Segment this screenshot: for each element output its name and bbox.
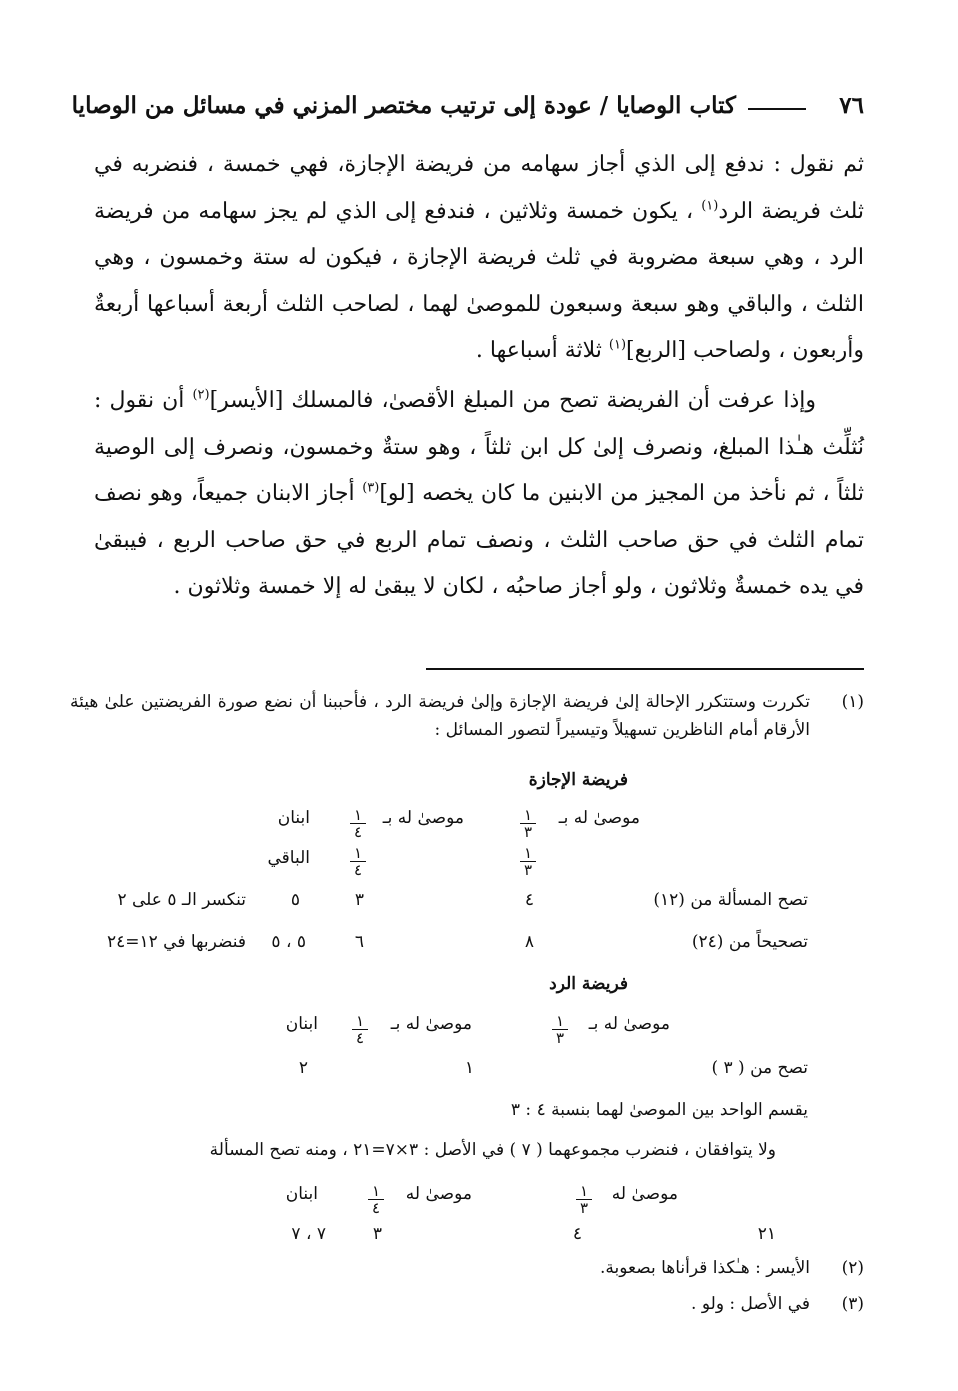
- ijaza-row1-cell: ٥: [290, 890, 300, 910]
- running-header: [71, 92, 864, 128]
- ijaza-sons-label: ابنان: [277, 808, 310, 828]
- radd-bequest-quarter-label: موصىٰ له بـ: [390, 1014, 472, 1034]
- ijaza-bequest-quarter-label: موصىٰ له بـ: [382, 808, 464, 828]
- fraction-one-third: ١ ٣: [572, 1184, 596, 1215]
- radd-title: فريضة الرد: [549, 974, 628, 994]
- fraction-one-quarter: ١ ٤: [346, 808, 370, 839]
- footnote-1-text: تكررت وستتكرر الإحالة إلىٰ فريضة الإجازة وإلىٰ فريضة الرد ، فأحببنا أن نضع صورة الفريضتين علىٰ هيئة الأرقام أمام الناظرين تسهيلاً وتيسيراً لتصور المسائل :: [70, 692, 810, 740]
- final-row-cell: ٤: [572, 1224, 582, 1244]
- final-bequest-third-label: موصىٰ له: [611, 1184, 678, 1204]
- header-title: كتاب الوصايا / عودة إلى ترتيب مختصر المزني في مسائل من الوصايا: [71, 92, 736, 119]
- ijaza-row2-label: تصحيحاً من (٢٤): [691, 932, 808, 952]
- final-row-cell: ٣: [372, 1224, 382, 1244]
- footnote-ref-3[interactable]: (٣): [362, 480, 380, 496]
- radd-sons-label: ابنان: [285, 1014, 318, 1034]
- ijaza-row1-note: تنكسر الـ ٥ على ٢: [117, 890, 246, 910]
- division-note: يقسم الواحد بين الموصىٰ لهما بنسبة ٤ : ٣: [510, 1100, 808, 1120]
- paragraph-1: [94, 142, 864, 375]
- p1-text-c: ثلاثة أسباعها .: [475, 338, 609, 363]
- fraction-one-third: ١ ٣: [548, 1014, 572, 1045]
- ijaza-row2-cell: ٦: [354, 932, 364, 952]
- ijaza-remainder-label: الباقي: [267, 848, 310, 868]
- footnote-ref-1[interactable]: (١): [701, 198, 719, 214]
- page-number: ٧٦: [839, 92, 864, 119]
- footnote-2-number: (٢): [841, 1258, 864, 1278]
- ijaza-row1-cell: ٤: [524, 890, 534, 910]
- final-bequest-quarter-label: موصىٰ له: [405, 1184, 472, 1204]
- fraction-one-third: ١ ٣: [516, 846, 540, 877]
- ijaza-row1-cell: ٣: [354, 890, 364, 910]
- footnote-2-text: الأيسر : هـٰكذا قرأناها بصعوبة.: [599, 1258, 810, 1278]
- p2-text-c: أجاز الابنان جميعاً، وهو نصف تمام الثلث في حق صاحب الثلث ، ونصف تمام الربع في حق صاحب الربع ، فيبقىٰ في يده خمسةٌ وثلاثون ، ولو أجاز صاحبُه ، لكان لا يبقىٰ له إلا خمسة وثلاثون .: [94, 481, 864, 599]
- final-sons-label: ابنان: [285, 1184, 318, 1204]
- p1-text-b: ، يكون خمسة وثلاثين ، فندفع إلى الذي لم يجز سهامه من فريضة الرد ، وهي سبعة مضروبة في ثلث فريضة الإجازة ، فيكون له ستة وخمسون ، وهي الثلث ، والباقي وهو سبعة وسبعون للموصىٰ لهما ، لصاحب الثلث أربعة أسباعها أربعةٌ وأربعون ، ولصاحب [الربع]: [94, 198, 864, 363]
- radd-row-cell: ١: [464, 1058, 474, 1078]
- footnote-ref-1b[interactable]: (١): [608, 337, 627, 353]
- ijaza-row1-label: تصح المسألة من (١٢): [653, 890, 808, 910]
- ijaza-bequest-third-label: موصىٰ له بـ: [558, 808, 640, 828]
- p1-text-a: ثم نقول : ندفع إلى الذي أجاز سهامه من فريضة الإجازة، فهي خمسة ، فنضربه في ثلث فريضة الرد: [94, 152, 864, 224]
- radd-row-cell: ٢: [298, 1058, 308, 1078]
- footnote-1-number: (١): [841, 692, 864, 712]
- fraction-one-third: ١ ٣: [516, 808, 540, 839]
- multiplication-note: ولا يتوافقان ، فنضرب مجموعهما ( ٧ ) في الأصل : ٣×٧=٢١ ، ومنه تصح المسألة: [209, 1140, 776, 1160]
- fraction-one-quarter: ١ ٤: [346, 846, 370, 877]
- final-row-cell: ٢١: [757, 1224, 776, 1244]
- ijaza-row2-cell: ٨: [524, 932, 534, 952]
- footnote-3-number: (٣): [841, 1294, 864, 1314]
- radd-row-label: تصح من ( ٣ ): [711, 1058, 808, 1078]
- final-row-cell: ٧ ، ٧: [291, 1224, 326, 1244]
- p2-text-a: وإذا عرفت أن الفريضة تصح من المبلغ الأقصىٰ، فالمسلك [الأيسر]: [209, 388, 816, 413]
- paragraph-2: [94, 378, 864, 611]
- footnote-separator: [426, 668, 864, 670]
- header-dash: [748, 108, 806, 110]
- p2-text-b: أن نقول : نُثلِّث هـٰذا المبلغ، ونصرف إلىٰ كل ابن ثلثاً ، وهو ستةٌ وخمسون، ونصرف إلى الوصية ثلثاً ، ثم نأخذ من المجيز من الابنين ما كان يخصه [لو]: [94, 388, 864, 506]
- ijaza-row2-cell: ٥ ، ٥: [271, 932, 306, 952]
- footnote-ref-2[interactable]: (٢): [192, 387, 210, 403]
- radd-bequest-third-label: موصىٰ له بـ: [588, 1014, 670, 1034]
- ijaza-row2-note: فنضربها في ١٢=٢٤: [106, 932, 246, 952]
- footnote-3-text: في الأصل : ولو .: [691, 1294, 810, 1314]
- fraction-one-quarter: ١ ٤: [364, 1184, 388, 1215]
- ijaza-title: فريضة الإجازة: [528, 770, 628, 790]
- fraction-one-quarter: ١ ٤: [348, 1014, 372, 1045]
